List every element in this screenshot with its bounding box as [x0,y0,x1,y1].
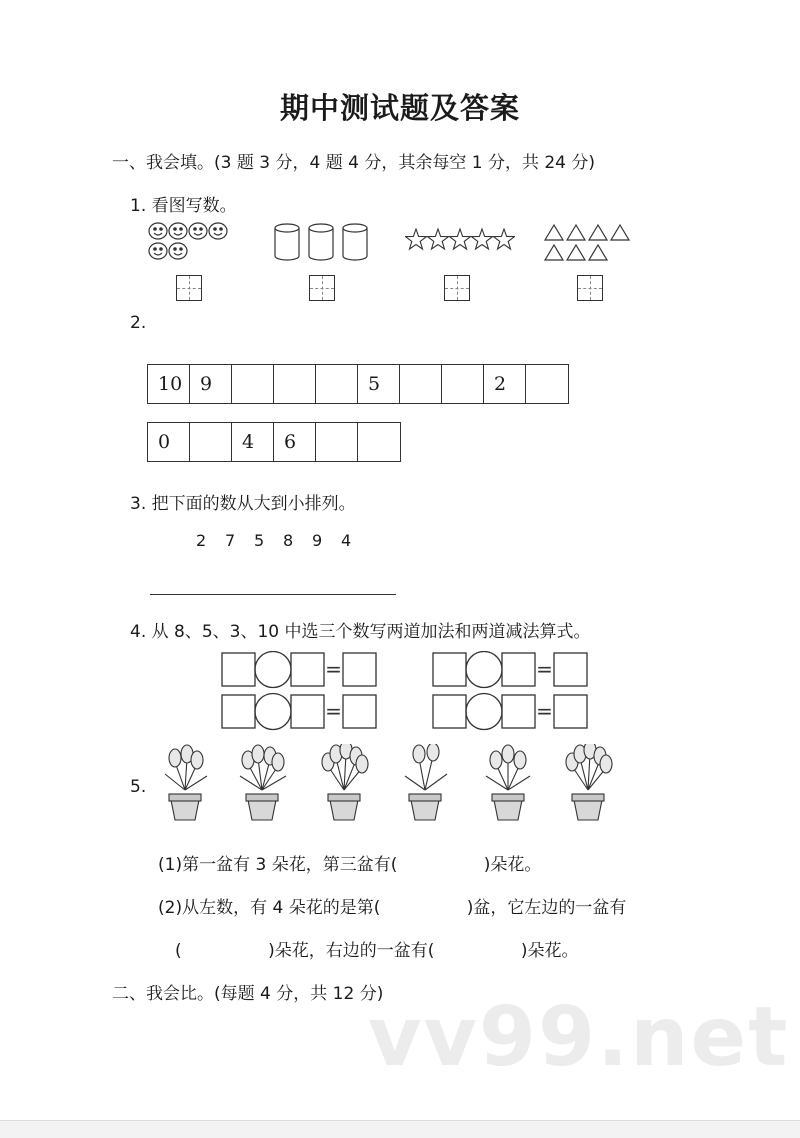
q1-label: 1. 看图写数。 [130,196,237,216]
flower-pots-icon [155,744,625,830]
sequence-cell: 5 [358,365,400,403]
sequence-cell: 0 [148,423,190,461]
q3-number: 7 [225,531,236,550]
watermark: vv99.net [368,990,790,1085]
q4-label: 4. 从 8、5、3、10 中选三个数写两道加法和两道减法算式。 [130,622,591,642]
sequence-cell-blank[interactable] [232,365,274,403]
smiley-faces-icon [148,220,232,264]
q5-part-3: ( )朵花，右边的一盆有( )朵花。 [175,941,579,961]
q2-sequence-row-2 [147,422,401,462]
q3-number: 4 [341,531,352,550]
triangles-icon [543,222,635,262]
page-title: 期中测试题及答案 [279,91,520,125]
sequence-cell-blank[interactable] [526,365,568,403]
sequence-cell: 4 [232,423,274,461]
q3-number-list [196,531,370,550]
q3-label: 3. 把下面的数从大到小排列。 [130,494,356,514]
sequence-cell-blank[interactable] [358,423,400,461]
q3-number: 5 [254,531,265,550]
q1-answer-box-4[interactable] [577,275,603,301]
stars-icon [405,227,515,253]
q3-number: 8 [283,531,294,550]
equals-sign: = [325,657,342,681]
q5-part-1: (1)第一盆有 3 朵花，第三盆有( )朵花。 [158,855,542,875]
sequence-cell-blank[interactable] [442,365,484,403]
section-2-heading: 二、我会比。(每题 4 分，共 12 分) [112,984,384,1004]
sequence-cell-blank[interactable] [316,365,358,403]
sequence-cell-blank[interactable] [400,365,442,403]
sequence-cell-blank[interactable] [190,423,232,461]
sequence-cell: 6 [274,423,316,461]
q4-equation-frames-right[interactable] [431,651,589,731]
q3-number: 9 [312,531,323,550]
sequence-cell-blank[interactable] [316,423,358,461]
q3-answer-line[interactable] [150,594,396,595]
q1-answer-box-1[interactable] [176,275,202,301]
sequence-cell: 9 [190,365,232,403]
q4-equation-frames-left[interactable] [220,651,378,731]
q5-part-2: (2)从左数，有 4 朵花的是第( )盆，它左边的一盆有 [158,898,627,918]
sequence-cell-blank[interactable] [274,365,316,403]
cylinders-icon [272,222,372,262]
q1-answer-box-2[interactable] [309,275,335,301]
equals-sign: = [536,657,553,681]
q3-number: 2 [196,531,207,550]
sequence-cell: 10 [148,365,190,403]
q2-label: 2. [130,313,147,333]
bottom-border [0,1120,800,1138]
q2-sequence-row-1 [147,364,569,404]
sequence-cell: 2 [484,365,526,403]
equals-sign: = [325,699,342,723]
equals-sign: = [536,699,553,723]
q1-answer-box-3[interactable] [444,275,470,301]
q5-label: 5. [130,777,147,797]
section-1-heading: 一、我会填。(3 题 3 分，4 题 4 分，其余每空 1 分，共 24 分) [112,153,596,173]
